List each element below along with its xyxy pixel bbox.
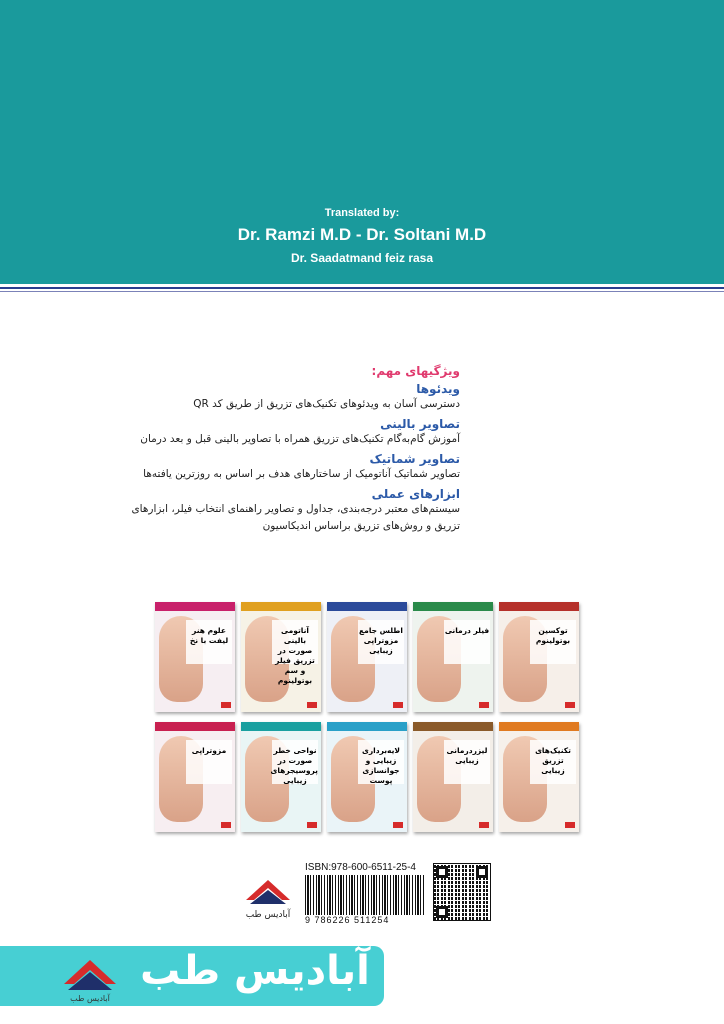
book-title: اطلس جامع مزوتراپی زیبایی: [358, 620, 404, 664]
book-title: مزوتراپی: [186, 740, 232, 784]
publisher-title: آبادیس طب: [140, 948, 370, 994]
barcode-number: 9 786226 511254: [305, 915, 390, 925]
book-title: تکنیک‌های تزریق زیبایی: [530, 740, 576, 784]
publisher-name: آبادیس طب: [245, 910, 291, 920]
features-heading: ویژگیهای مهم:: [371, 364, 460, 378]
book-title: فیلر درمانی: [444, 620, 490, 664]
feature-text-tools: سیستم‌های معتبر درجه‌بندی، جداول و تصاویر راهنمای انتخاب فیلر، ابزارهای: [131, 503, 460, 515]
barcode-icon: [305, 875, 425, 915]
translators-names: Dr. Ramzi M.D - Dr. Soltani M.D: [237, 225, 487, 244]
footer-logo-icon: [58, 950, 122, 1000]
book-title: علوم هنر لیفت با نخ: [186, 620, 232, 664]
feature-text-clinical: آموزش گام‌به‌گام تکنیک‌های تزریق همراه با تصاویر بالینی قبل و بعد درمان: [140, 433, 460, 445]
translated-by-label: Translated by:: [324, 207, 400, 219]
feature-text-schematic: تصاویر شماتیک آناتومیک از ساختارهای هدف بر اساس به روزترین یافته‌ها: [143, 468, 460, 480]
feature-title-schematic: تصاویر شماتیک: [369, 452, 460, 466]
feature-text-tools-cont: تزریق و روش‌های تزریق براساس اندیکاسیون: [262, 520, 460, 532]
book-cover: [327, 602, 407, 712]
book-cover: [241, 602, 321, 712]
translators-names-second: Dr. Saadatmand feiz rasa: [290, 251, 434, 265]
qr-code-icon: [433, 863, 491, 921]
book-covers-grid: [155, 602, 580, 832]
book-title: آناتومی بالینی صورت در تزریق فیلر و سم بوتولینوم: [272, 620, 318, 664]
book-title: نواحی خطر صورت در پروسیجرهای زیبایی: [272, 740, 318, 784]
feature-text-videos: دسترسی آسان به ویدئوهای تکنیک‌های تزریق از طریق کد QR: [193, 398, 460, 410]
book-cover: [155, 602, 235, 712]
book-cover: [413, 602, 493, 712]
book-title: لیزردرمانی زیبایی: [444, 740, 490, 784]
divider-line: [0, 287, 724, 289]
book-cover: [241, 722, 321, 832]
book-cover: [327, 722, 407, 832]
book-title: توکسین بوتولینوم: [530, 620, 576, 664]
book-cover: [413, 722, 493, 832]
feature-title-tools: ابزارهای عملی: [371, 487, 460, 501]
book-title: لایه‌برداری زیبایی و جوانسازی پوست: [358, 740, 404, 784]
footer-logo-text: آبادیس طب: [70, 994, 110, 1003]
book-cover: [499, 722, 579, 832]
feature-title-videos: ویدئوها: [416, 382, 460, 396]
isbn-block: [305, 862, 427, 925]
features-section: [20, 364, 460, 535]
book-cover: [155, 722, 235, 832]
isbn-label: ISBN:978-600-6511-25-4: [305, 862, 416, 873]
feature-title-clinical: تصاویر بالینی: [380, 417, 460, 431]
divider-line-thin: [0, 291, 724, 292]
book-cover: [499, 602, 579, 712]
